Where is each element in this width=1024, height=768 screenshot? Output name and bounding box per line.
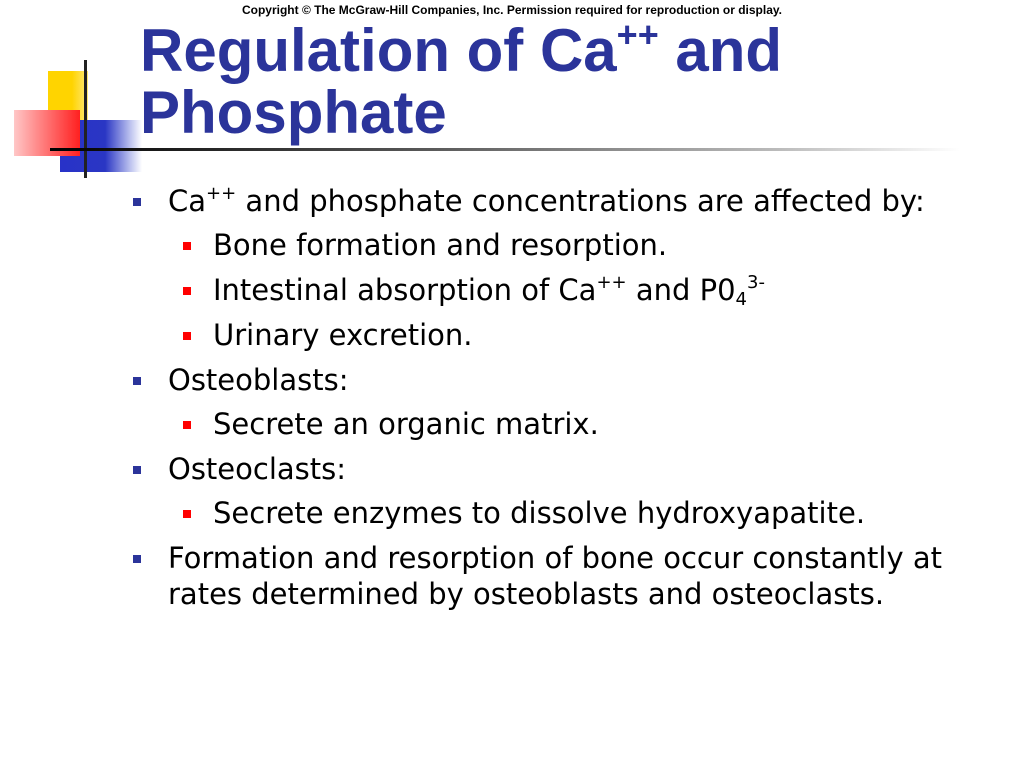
sub-bullet-item <box>130 227 1010 263</box>
copyright-notice: Copyright © The McGraw-Hill Companies, Inc. Permission required for reproduction or display. <box>241 3 783 17</box>
superscript: ++ <box>596 272 627 293</box>
bullet-text: Osteoclasts: <box>168 452 347 486</box>
text-run: Intestinal absorption of Ca <box>213 273 597 307</box>
sub-bullet-item <box>130 495 1010 531</box>
bullet-marker <box>133 466 141 474</box>
text-run: and P0 <box>626 273 736 307</box>
bullet-item <box>130 183 1010 219</box>
bullet-text: Formation and resorption of bone occur constantly at rates determined by osteoblasts and osteoclasts. <box>168 541 943 611</box>
text-run: and phosphate concentrations are affected by: <box>236 184 925 218</box>
subscript: 4 <box>735 289 747 310</box>
sub-bullet-marker <box>183 287 191 295</box>
superscript: ++ <box>206 183 237 204</box>
title-underline <box>50 148 960 151</box>
bullet-text: Osteoblasts: <box>168 363 349 397</box>
bullet-marker <box>133 198 141 206</box>
bullet-item <box>130 451 1010 487</box>
bullet-item <box>130 362 1010 398</box>
superscript: 3- <box>747 272 765 293</box>
sub-bullet-text: Secrete enzymes to dissolve hydroxyapatite. <box>213 496 866 530</box>
sub-bullet-item <box>130 272 1010 308</box>
title-text-pre: Regulation of Ca <box>140 17 617 84</box>
vertical-rule <box>84 60 87 178</box>
bullet-text <box>168 184 925 218</box>
bullet-list <box>130 183 1010 620</box>
sub-bullet-item <box>130 317 1010 353</box>
slide-title <box>140 14 1000 146</box>
sub-bullet-text: Urinary excretion. <box>213 318 473 352</box>
bullet-marker <box>133 555 141 563</box>
sub-bullet-text: Bone formation and resorption. <box>213 228 668 262</box>
sub-bullet-text: Secrete an organic matrix. <box>213 407 599 441</box>
title-superscript: ++ <box>616 14 659 55</box>
sub-bullet-item <box>130 406 1010 442</box>
bullet-item <box>130 540 1010 612</box>
sub-bullet-marker <box>183 242 191 250</box>
sub-bullet-marker <box>183 332 191 340</box>
sub-bullet-text <box>213 272 765 310</box>
decorative-logo <box>0 0 150 185</box>
bullet-marker <box>133 377 141 385</box>
sub-bullet-marker <box>183 510 191 518</box>
title-text-post: and Phosphate <box>140 17 783 146</box>
sub-bullet-marker <box>183 421 191 429</box>
text-run: Ca <box>168 184 207 218</box>
